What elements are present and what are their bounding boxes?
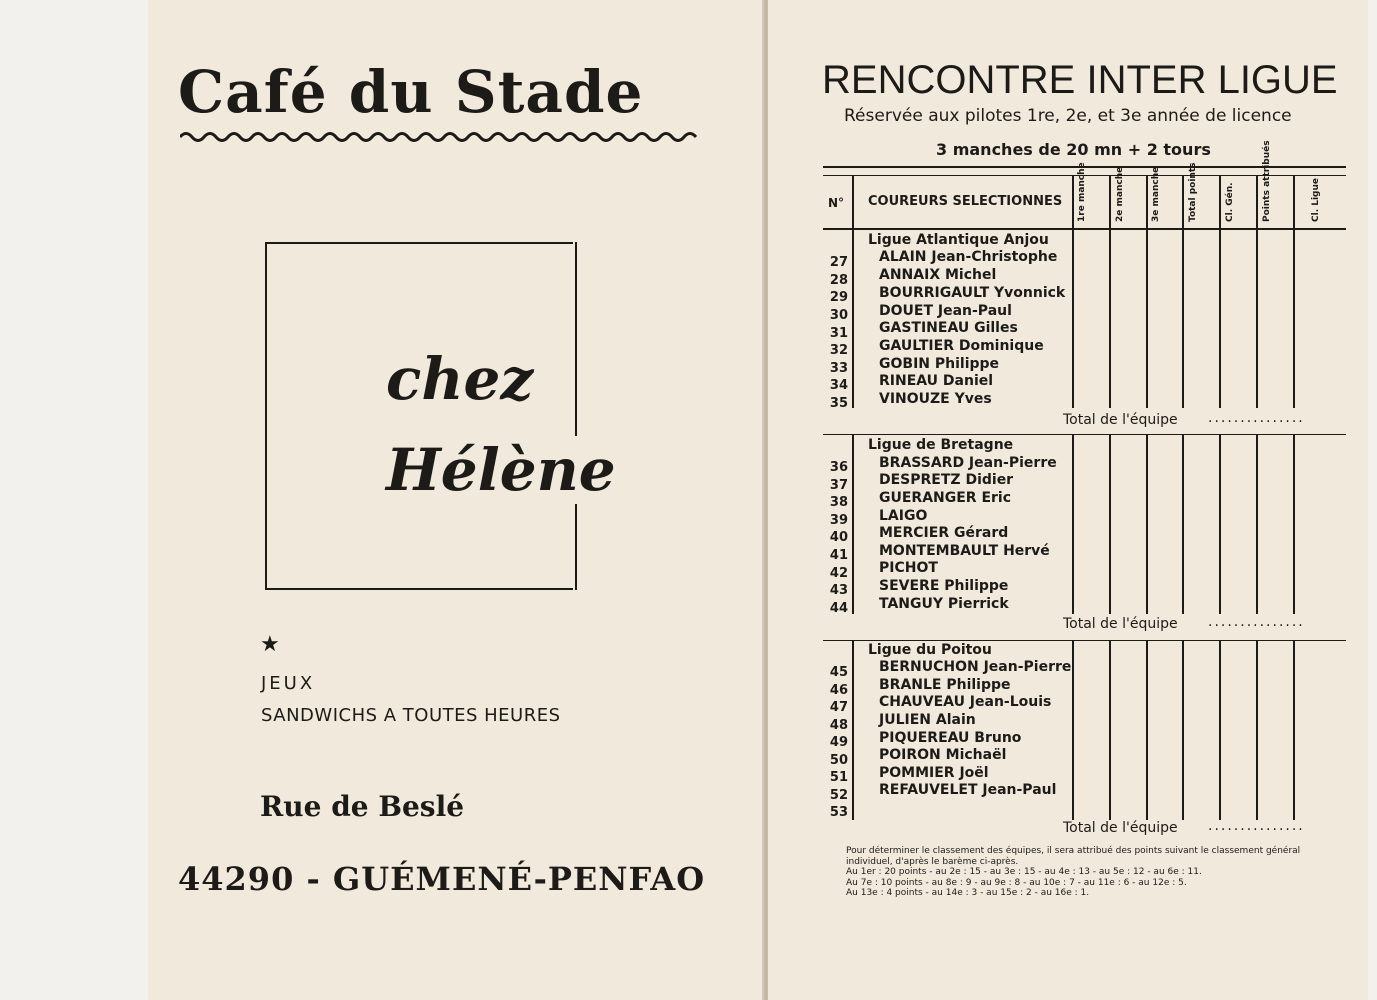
team-total-label: Total de l'équipe bbox=[1063, 820, 1178, 836]
col-rule-clligue-c bbox=[1293, 640, 1295, 820]
col-rule-m1-b bbox=[1072, 434, 1074, 614]
rider-name: PIQUEREAU Bruno bbox=[879, 730, 1022, 746]
rider-name: BRANLE Philippe bbox=[879, 677, 1011, 693]
rider-number: 49 bbox=[829, 735, 848, 750]
rider-name: BERNUCHON Jean-Pierre bbox=[879, 659, 1072, 675]
rider-name: GASTINEAU Gilles bbox=[879, 320, 1018, 336]
header-cl-gen: Cl. Gén. bbox=[1225, 182, 1235, 222]
league-name: Ligue de Bretagne bbox=[868, 437, 1014, 453]
col-rule-m1 bbox=[1072, 176, 1074, 408]
col-rule-m2-c bbox=[1109, 640, 1111, 820]
sign-frame bbox=[265, 242, 577, 590]
rider-number: 46 bbox=[829, 683, 848, 698]
left-page bbox=[148, 0, 763, 1000]
rider-name: ANNAIX Michel bbox=[879, 267, 997, 283]
rider-name: LAIGO bbox=[879, 508, 928, 524]
number-column-rule-2 bbox=[852, 434, 854, 614]
col-rule-m2-b bbox=[1109, 434, 1111, 614]
rider-number: 40 bbox=[829, 530, 848, 545]
city-address: 44290 - GUÉMENÉ-PENFAO bbox=[178, 860, 706, 898]
rider-number: 38 bbox=[829, 495, 848, 510]
star-icon: ★ bbox=[260, 632, 280, 657]
col-rule-total-b bbox=[1182, 434, 1184, 614]
rider-name: JULIEN Alain bbox=[879, 712, 976, 728]
col-rule-total-c bbox=[1182, 640, 1184, 820]
col-rule-clligue bbox=[1293, 176, 1295, 408]
rider-number: 42 bbox=[829, 566, 848, 581]
rider-name: POIRON Michaël bbox=[879, 747, 1007, 763]
rider-number: 51 bbox=[829, 770, 848, 785]
header-riders: COUREURS SELECTIONNES bbox=[868, 194, 1063, 209]
rider-number: 29 bbox=[829, 290, 848, 305]
team-total-dots: ............... bbox=[1208, 410, 1305, 426]
rider-number: 44 bbox=[829, 601, 848, 616]
rider-number: 47 bbox=[829, 700, 848, 715]
rider-name: CHAUVEAU Jean-Louis bbox=[879, 694, 1052, 710]
rider-number: 50 bbox=[829, 753, 848, 768]
rider-name: BOURRIGAULT Yvonnick bbox=[879, 285, 1066, 301]
rider-number: 31 bbox=[829, 326, 848, 341]
rider-number: 30 bbox=[829, 308, 848, 323]
rider-number: 35 bbox=[829, 396, 848, 411]
col-rule-m3-b bbox=[1146, 434, 1148, 614]
rider-name: RINEAU Daniel bbox=[879, 373, 994, 389]
team-total-dots: ............... bbox=[1208, 614, 1305, 630]
team-total-label: Total de l'équipe bbox=[1063, 616, 1178, 632]
footnote-line: Au 13e : 4 points - au 14e : 3 - au 15e : 2 - au 16e : 1. bbox=[846, 888, 1090, 898]
street-address: Rue de Beslé bbox=[260, 790, 465, 823]
header-cl-ligue: Cl. Ligue bbox=[1311, 177, 1321, 222]
rider-name: MONTEMBAULT Hervé bbox=[879, 543, 1050, 559]
league-name: Ligue Atlantique Anjou bbox=[868, 232, 1049, 248]
rider-name: POMMIER Joël bbox=[879, 765, 989, 781]
col-rule-clgen bbox=[1219, 176, 1221, 408]
number-column-rule bbox=[852, 176, 854, 408]
header-total-points: Total points bbox=[1188, 162, 1198, 222]
rider-number: 33 bbox=[829, 361, 848, 376]
team-total-dots: ............... bbox=[1208, 818, 1305, 834]
rider-name: BRASSARD Jean-Pierre bbox=[879, 455, 1057, 471]
rider-name: TANGUY Pierrick bbox=[879, 596, 1009, 612]
rider-number: 32 bbox=[829, 343, 848, 358]
rider-number: 27 bbox=[829, 255, 848, 270]
header-m3: 3e manche bbox=[1151, 166, 1161, 222]
col-rule-clgen-b bbox=[1219, 434, 1221, 614]
col-rule-total bbox=[1182, 176, 1184, 408]
scoring-footnote bbox=[846, 846, 1348, 899]
sign-line-helene: Hélène bbox=[380, 436, 622, 504]
sign-frame-top bbox=[265, 242, 573, 244]
col-rule-m1-c bbox=[1072, 640, 1074, 820]
rider-name: ALAIN Jean-Christophe bbox=[879, 249, 1058, 265]
rider-number: 53 bbox=[829, 805, 848, 820]
rider-number: 43 bbox=[829, 583, 848, 598]
rider-name: DESPRETZ Didier bbox=[879, 472, 1014, 488]
col-rule-m3 bbox=[1146, 176, 1148, 408]
rider-number: 28 bbox=[829, 273, 848, 288]
rider-name: SEVERE Philippe bbox=[879, 578, 1009, 594]
rider-number: 45 bbox=[829, 665, 848, 680]
col-rule-clgen-c bbox=[1219, 640, 1221, 820]
rider-number: 37 bbox=[829, 478, 848, 493]
sign-line-chez: chez bbox=[380, 345, 539, 413]
sign-frame-bottom bbox=[265, 588, 573, 590]
event-title: RENCONTRE INTER LIGUE bbox=[822, 58, 1338, 102]
event-format: 3 manches de 20 mn + 2 tours bbox=[936, 140, 1211, 159]
rider-name: GAULTIER Dominique bbox=[879, 338, 1044, 354]
col-rule-points bbox=[1256, 176, 1258, 408]
cafe-title: Café du Stade bbox=[178, 58, 644, 126]
table-header-rule bbox=[823, 228, 1346, 230]
rider-name: GUERANGER Eric bbox=[879, 490, 1012, 506]
rider-number: 52 bbox=[829, 788, 848, 803]
header-points-attr: Points attribués bbox=[1262, 140, 1272, 222]
col-rule-m2 bbox=[1109, 176, 1111, 408]
games-label: JEUX bbox=[261, 673, 316, 694]
rider-name: PICHOT bbox=[879, 560, 938, 576]
rider-number: 41 bbox=[829, 548, 848, 563]
number-column-rule-3 bbox=[852, 640, 854, 820]
section-rule-2 bbox=[823, 640, 1346, 641]
footnote-line: Pour déterminer le classement des équipes, il sera attribué des points suivant le classement général individuel, d'après le barème ci-après. bbox=[846, 846, 1301, 867]
header-m1: 1re manche bbox=[1077, 162, 1087, 222]
sandwiches-label: SANDWICHS A TOUTES HEURES bbox=[261, 705, 561, 726]
rider-name: VINOUZE Yves bbox=[879, 391, 992, 407]
rider-number: 48 bbox=[829, 718, 848, 733]
col-rule-clligue-b bbox=[1293, 434, 1295, 614]
rider-number: 34 bbox=[829, 378, 848, 393]
right-page bbox=[768, 0, 1368, 1000]
rider-name: MERCIER Gérard bbox=[879, 525, 1009, 541]
footnote-line: Au 1er : 20 points - au 2e : 15 - au 3e : 15 - au 4e : 13 - au 5e : 12 - au 6e : 11. bbox=[846, 867, 1202, 877]
col-rule-points-c bbox=[1256, 640, 1258, 820]
rider-name: DOUET Jean-Paul bbox=[879, 303, 1012, 319]
league-name: Ligue du Poitou bbox=[868, 642, 992, 658]
rider-number: 36 bbox=[829, 460, 848, 475]
header-number: N° bbox=[828, 196, 845, 210]
header-m2: 2e manche bbox=[1115, 166, 1125, 222]
rider-number: 39 bbox=[829, 513, 848, 528]
rider-name: REFAUVELET Jean-Paul bbox=[879, 782, 1057, 798]
section-rule-1 bbox=[823, 434, 1346, 435]
col-rule-points-b bbox=[1256, 434, 1258, 614]
rider-name: GOBIN Philippe bbox=[879, 356, 1000, 372]
event-subtitle: Réservée aux pilotes 1re, 2e, et 3e année de licence bbox=[844, 106, 1292, 126]
col-rule-m3-c bbox=[1146, 640, 1148, 820]
wavy-divider bbox=[180, 130, 702, 144]
footnote-line: Au 7e : 10 points - au 8e : 9 - au 9e : 8 - au 10e : 7 - au 11e : 6 - au 12e : 5. bbox=[846, 877, 1187, 888]
team-total-label: Total de l'équipe bbox=[1063, 412, 1178, 428]
